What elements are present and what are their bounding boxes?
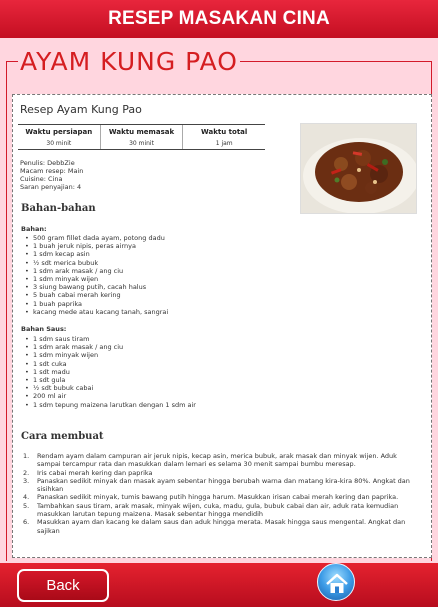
meta-servings: Saran penyajian: 4 xyxy=(20,183,82,191)
step-item xyxy=(23,493,421,501)
list-item: • 1 sdm minyak wijen xyxy=(25,351,196,359)
list-item: • 1 sdm saus tiram xyxy=(25,335,196,343)
meta-cuisine: Cuisine: Cina xyxy=(20,175,63,183)
step-number: 3. xyxy=(23,476,30,485)
time-value: 30 minit xyxy=(46,140,72,147)
step-item xyxy=(23,477,421,494)
list-item: • 1 sdt cuka xyxy=(25,360,196,368)
meta-author: Penulis: DebbZie xyxy=(20,159,75,167)
step-item xyxy=(23,452,421,469)
list-item: • 1 buah jeruk nipis, peras airnya xyxy=(25,242,168,250)
step-text: Panaskan sedikit minyak, tumis bawang putih hingga harum. Masukkan irisan cabai merah kering dan paprika. xyxy=(37,493,399,502)
step-text: Panaskan sedikit minyak dan masak ayam sebentar hingga berubah warna dan matang kira-kira 80%. Angkat dan sisihkan xyxy=(37,476,410,494)
list-item: • 3 siung bawang putih, cacah halus xyxy=(25,283,168,291)
recipe-meta xyxy=(20,159,83,191)
step-number: 1. xyxy=(23,452,30,460)
list-item: • 5 buah cabai merah kering xyxy=(25,291,168,299)
app-title-bar xyxy=(0,0,438,38)
home-button[interactable] xyxy=(317,563,355,601)
recipe-card[interactable] xyxy=(12,94,432,558)
time-table xyxy=(18,124,265,150)
list-item: • 1 sdm arak masak / ang ciu xyxy=(25,343,196,351)
step-number: 5. xyxy=(23,501,30,510)
ingredients-group-title: Bahan: xyxy=(21,225,47,233)
list-item: • 1 sdt madu xyxy=(25,368,196,376)
sauce-group-title: Bahan Saus: xyxy=(21,325,67,333)
list-item: • 200 ml air xyxy=(25,392,196,400)
steps-list xyxy=(23,452,421,535)
frame-top-right xyxy=(232,61,432,62)
sauce-list xyxy=(25,335,196,409)
step-number: 4. xyxy=(23,493,30,502)
frame-left xyxy=(6,61,7,561)
time-value: 1 jam xyxy=(215,140,233,147)
step-item xyxy=(23,518,421,535)
step-item xyxy=(23,502,421,519)
list-item: • 1 sdm minyak wijen xyxy=(25,275,168,283)
steps-heading: Cara membuat xyxy=(21,431,104,442)
step-text: Rendam ayam dalam campuran air jeruk nipis, kecap asin, merica bubuk, arak masak dan minyak wijen. Aduk sampai tercampur rata dan masukkan dalam lemari es selama 30 menit sampai bumbu meresap. xyxy=(37,452,397,469)
meta-type: Macam resep: Main xyxy=(20,167,84,175)
ingredients-heading: Bahan-bahan xyxy=(21,203,96,214)
home-icon xyxy=(318,564,356,602)
list-item: • 1 sdm arak masak / ang ciu xyxy=(25,267,168,275)
step-text: Iris cabai merah kering dan paprika xyxy=(37,468,153,477)
list-item: • 1 sdm kecap asin xyxy=(25,250,168,258)
list-item: • 1 sdm tepung maizena larutkan dengan 1 sdm air xyxy=(25,401,196,409)
list-item: • 500 gram fillet dada ayam, potong dadu xyxy=(25,234,168,242)
list-item: • ½ sdt merica bubuk xyxy=(25,259,168,267)
time-label: Waktu persiapan xyxy=(25,128,93,136)
step-item xyxy=(23,469,421,477)
ingredients-list xyxy=(25,234,168,316)
list-item: • 1 buah paprika xyxy=(25,300,168,308)
step-number: 6. xyxy=(23,518,30,527)
time-cell-prep xyxy=(18,125,100,149)
list-item: • ½ sdt bubuk cabai xyxy=(25,384,196,392)
recipe-name: Resep Ayam Kung Pao xyxy=(20,103,142,116)
page-title: AYAM KUNG PAO xyxy=(20,47,238,76)
time-label: Waktu total xyxy=(201,128,248,136)
list-item: • kacang mede atau kacang tanah, sangrai xyxy=(25,308,168,316)
app-title: RESEP MASAKAN CINA xyxy=(108,8,330,29)
list-item: • 1 sdt gula xyxy=(25,376,196,384)
time-value: 30 minit xyxy=(129,140,154,147)
time-cell-cook xyxy=(100,125,183,149)
time-label: Waktu memasak xyxy=(108,128,175,136)
recipe-photo xyxy=(300,123,417,214)
step-text: Masukkan ayam dan kacang ke dalam saus dan aduk hingga merata. Masak hingga saus mengental. Angkat dan sajikan xyxy=(37,518,406,535)
step-text: Tambahkan saus tiram, arak masak, minyak wijen, cuka, madu, gula, bubuk cabai dan air, aduk rata kemudian masukkan larutan tepung maizena. Masak sebentar hingga mendidih xyxy=(37,501,399,519)
back-button[interactable]: Back xyxy=(17,569,109,602)
time-cell-total xyxy=(182,125,265,149)
step-number: 2. xyxy=(23,468,30,477)
